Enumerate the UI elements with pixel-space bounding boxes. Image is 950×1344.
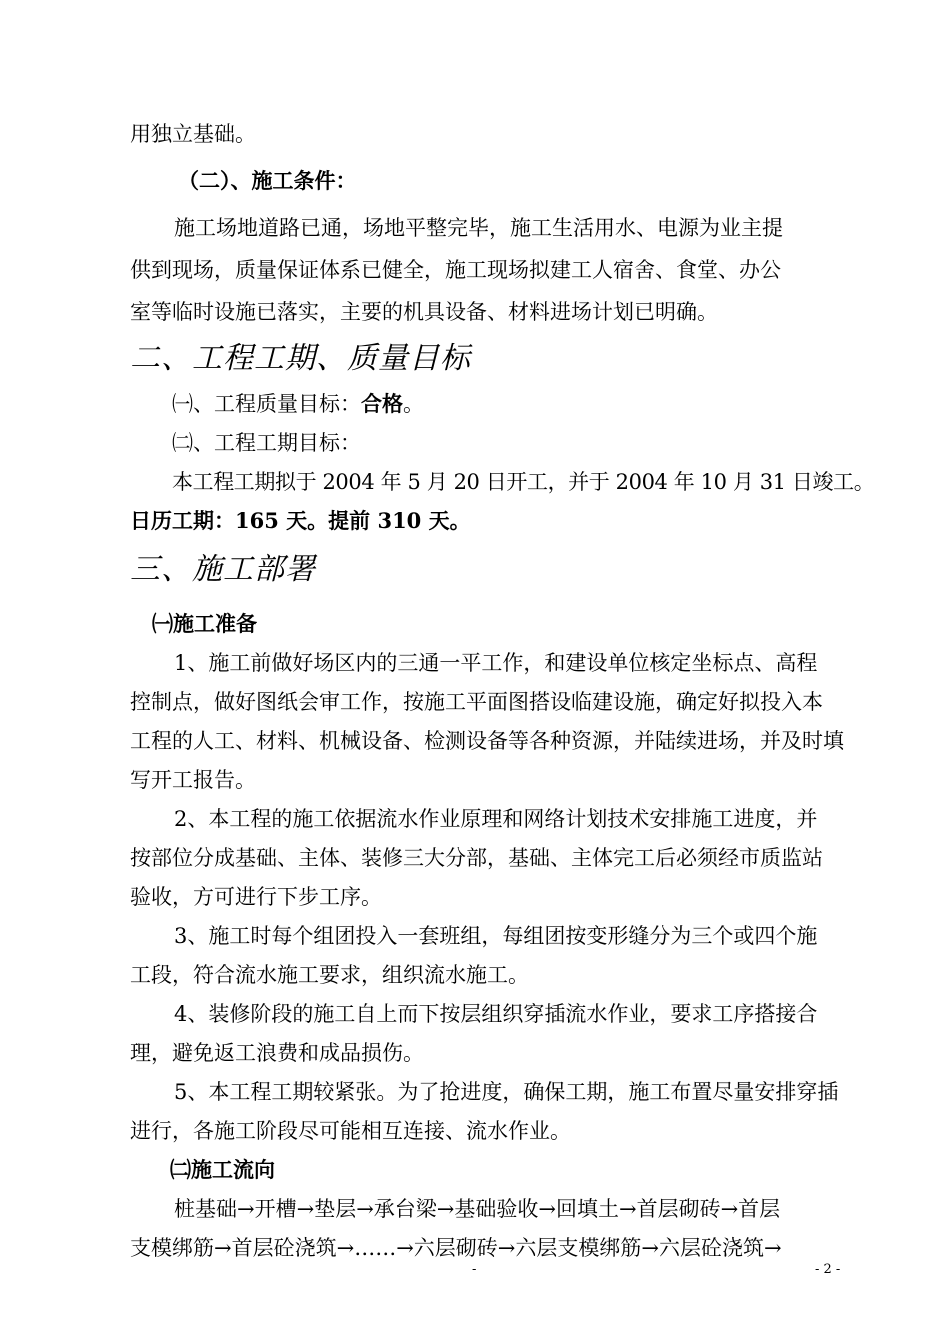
schedule-goal-text: 本工程工期拟于 2004 年 5 月 20 日开工，并于 2004 年 10 月 31 日竣工。 bbox=[172, 470, 875, 494]
heading-deployment: 三、施工部署 bbox=[130, 552, 316, 587]
schedule-goal-label: ㈡、工程工期目标： bbox=[172, 431, 361, 455]
item4-line-2: 理，避免返工浪费和成品损伤。 bbox=[130, 1041, 424, 1065]
item5-line-1: 5、本工程工期较紧张。为了抢进度，确保工期，施工布置尽量安排穿插 bbox=[174, 1080, 839, 1104]
quality-goal-value: 合格 bbox=[361, 391, 403, 416]
item3-line-1: 3、施工时每个组团投入一套班组，每组团按变形缝分为三个或四个施 bbox=[174, 924, 818, 948]
item2-line-3: 验收，方可进行下步工序。 bbox=[130, 885, 382, 909]
item1-line-4: 写开工报告。 bbox=[130, 768, 256, 792]
conditions-line-3: 室等临时设施已落实，主要的机具设备、材料进场计划已明确。 bbox=[130, 300, 718, 324]
page-number: - 2 - bbox=[815, 1262, 841, 1277]
quality-goal-end: 。 bbox=[403, 392, 424, 416]
item2-line-2: 按部位分成基础、主体、装修三大分部，基础、主体完工后必须经市质监站 bbox=[130, 846, 823, 870]
preparation-title: ㈠施工准备 bbox=[152, 611, 257, 636]
flow-line-2: 支模绑筋→首层砼浇筑→……→六层砌砖→六层支模绑筋→六层砼浇筑→ bbox=[130, 1236, 782, 1260]
quality-goal-label: ㈠、工程质量目标： bbox=[172, 392, 361, 416]
quality-goal-line bbox=[172, 388, 892, 420]
heading-schedule-quality: 二、工程工期、质量目标 bbox=[130, 341, 471, 376]
paragraph-intro-tail: 用独立基础。 bbox=[130, 122, 256, 146]
item1-line-3: 工程的人工、材料、机械设备、检测设备等各种资源，并陆续进场，并及时填 bbox=[130, 729, 844, 753]
flow-title: ㈡施工流向 bbox=[170, 1157, 275, 1182]
item5-line-2: 进行，各施工阶段尽可能相互连接、流水作业。 bbox=[130, 1119, 571, 1143]
conditions-line-2: 供到现场，质量保证体系已健全，施工现场拟建工人宿舍、食堂、办公 bbox=[130, 258, 781, 282]
item1-line-1: 1、施工前做好场区内的三通一平工作，和建设单位核定坐标点、高程 bbox=[174, 651, 818, 675]
conditions-line-1: 施工场地道路已通，场地平整完毕，施工生活用水、电源为业主提 bbox=[174, 216, 783, 240]
item3-line-2: 工段，符合流水施工要求，组织流水施工。 bbox=[130, 963, 529, 987]
item2-line-1: 2、本工程的施工依据流水作业原理和网络计划技术安排施工进度，并 bbox=[174, 807, 818, 831]
flow-line-1: 桩基础→开槽→垫层→承台梁→基础验收→回填土→首层砌砖→首层 bbox=[174, 1197, 781, 1221]
footer-center-mark: - bbox=[472, 1262, 477, 1277]
section-conditions-title: （二）、施工条件： bbox=[178, 168, 357, 193]
item4-line-1: 4、装修阶段的施工自上而下按层组织穿插流水作业，要求工序搭接合 bbox=[174, 1002, 818, 1026]
item1-line-2: 控制点，做好图纸会审工作，按施工平面图搭设临建设施，确定好拟投入本 bbox=[130, 690, 823, 714]
schedule-summary: 日历工期：165 天。提前 310 天。 bbox=[130, 508, 471, 533]
